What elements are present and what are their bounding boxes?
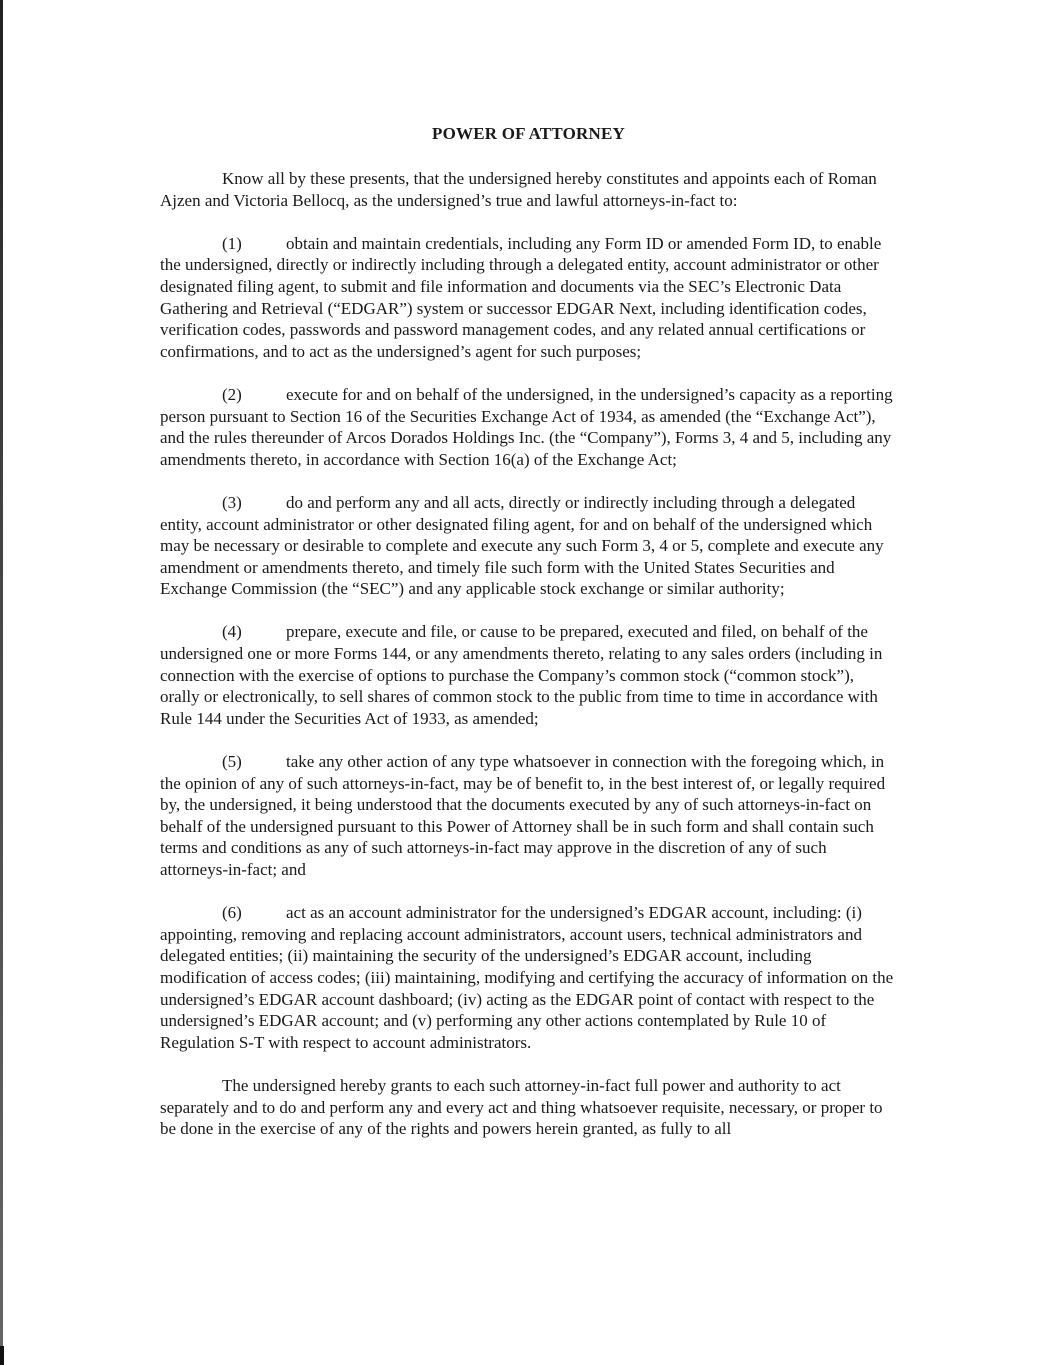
clause-1 (160, 233, 897, 363)
clause-text: take any other action of any type whatsoever in connection with the foregoing which, in the opinion of any of such attorneys-in-fact, may be of benefit to, in the best interest of, or legally required by, the undersigned, it being understood that the documents executed by any of such attorneys-in-fact on behalf of the undersigned pursuant to this Power of Attorney shall be in such form and shall contain such terms and conditions as any of such attorneys-in-fact may approve in the discretion of any of such attorneys-in-fact; and (160, 752, 886, 879)
clause-number: (2) (222, 384, 242, 404)
clause-4 (160, 621, 897, 729)
clause-text: execute for and on behalf of the undersigned, in the undersigned’s capacity as a reporting person pursuant to Section 16 of the Securities Exchange Act of 1934, as amended (the “Exchange Act”), and the rules thereunder of Arcos Dorados Holdings Inc. (the “Company”), Forms 3, 4 and 5, including any amendments thereto, in accordance with Section 16(a) of the Exchange Act; (160, 384, 893, 469)
scan-left-edge (0, 0, 3, 1365)
clause-6 (160, 902, 897, 1053)
page-title: POWER OF ATTORNEY (432, 124, 625, 143)
clause-2 (160, 384, 897, 470)
clause-text: obtain and maintain credentials, including any Form ID or amended Form ID, to enable the undersigned, directly or indirectly including through a delegated entity, account administrator or other designated filing agent, to submit and file information and documents via the SEC’s Electronic Data Gathering and Retrieval (“EDGAR”) system or successor EDGAR Next, including identification codes, verification codes, passwords and password management codes, and any related annual certifications or confirmations, and to act as the undersigned’s agent for such purposes; (160, 233, 882, 361)
intro-paragraph: Know all by these presents, that the undersigned hereby constitutes and appoints each of Roman Ajzen and Victoria Bellocq, as the undersigned’s true and lawful attorneys-in-fact to: (160, 169, 877, 210)
clause-text: act as an account administrator for the undersigned’s EDGAR account, including: (i) appointing, removing and replacing account administrators, account users, technical administrators and delegated entities; (ii) maintaining the security of the undersigned’s EDGAR account, including modification of access codes; (iii) maintaining, modifying and certifying the accuracy of information on the undersigned’s EDGAR account dashboard; (iv) acting as the EDGAR point of contact with respect to the undersigned’s EDGAR account; and (v) performing any other actions contemplated by Rule 10 of Regulation S-T with respect to account administrators. (160, 903, 894, 1052)
closing-paragraph: The undersigned hereby grants to each such attorney-in-fact full power and authority to act separately and to do and perform any and every act and thing whatsoever requisite, necessary, or proper to be done in the exercise of any of the rights and powers herein granted, as fully to all (160, 1075, 883, 1139)
clause-text: do and perform any and all acts, directly or indirectly including through a delegated entity, account administrator or other designated filing agent, for and on behalf of the undersigned which may be necessary or desirable to complete and execute any such Form 3, 4 or 5, complete and execute any amendment or amendments thereto, and timely file such form with the United States Securities and Exchange Commission (the “SEC”) and any applicable stock exchange or similar authority; (160, 492, 884, 599)
clause-5 (160, 751, 897, 881)
clause-number: (4) (222, 622, 242, 642)
clause-number: (1) (222, 233, 242, 253)
clause-number: (3) (222, 492, 242, 512)
document-page (160, 124, 897, 1140)
clause-text: prepare, execute and file, or cause to be prepared, executed and filed, on behalf of the undersigned one or more Forms 144, or any amendments thereto, relating to any sales orders (including in connection with the exercise of options to purchase the Company’s common stock (“common stock”), orally or electronically, to sell shares of common stock to the public from time to time in accordance with Rule 144 under the Securities Act of 1933, as amended; (160, 622, 883, 728)
clause-3 (160, 492, 897, 600)
clause-number: (6) (222, 903, 242, 923)
scan-corner-mark (0, 1346, 4, 1365)
clause-number: (5) (222, 752, 242, 772)
